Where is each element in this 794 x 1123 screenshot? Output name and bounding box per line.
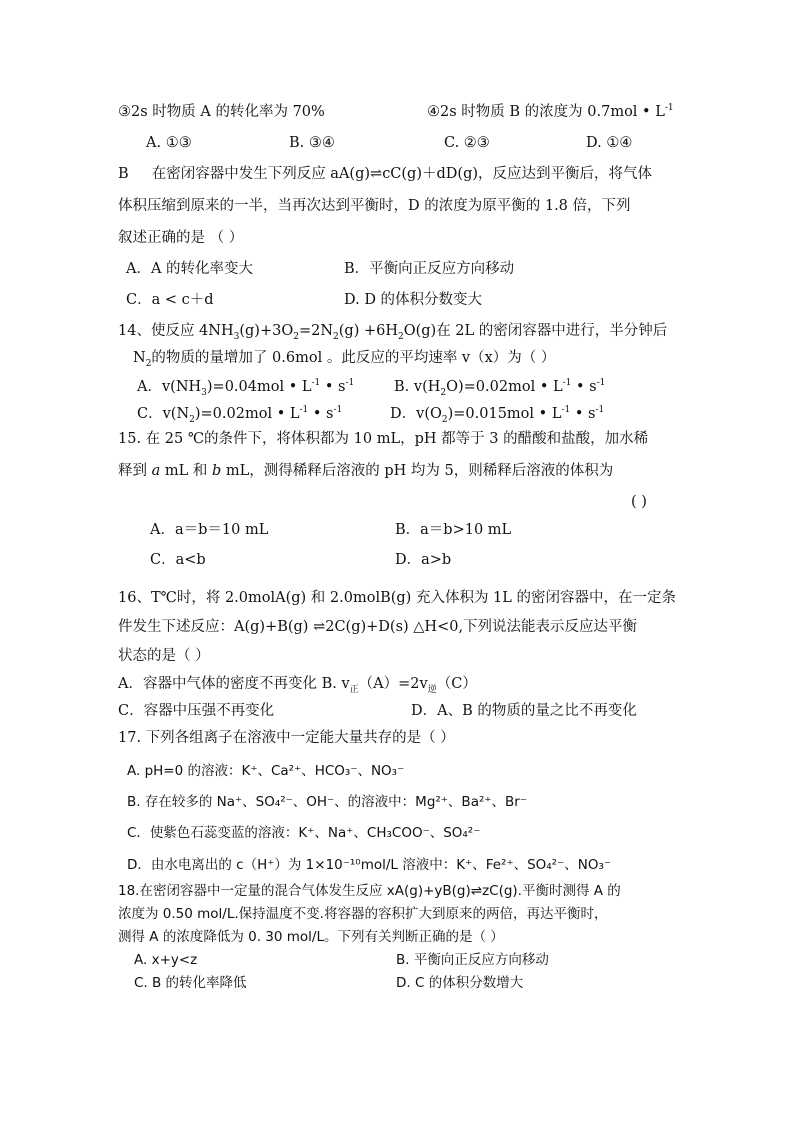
q12-choice-d: D. ①④ bbox=[586, 135, 633, 151]
q16-stem-line3: 状态的是（ ） bbox=[118, 648, 210, 664]
q15-option-d: D．a>b bbox=[395, 552, 452, 568]
q18-stem-line2: 浓度为 0.50 mol/L.保持温度不变.将容器的容积扩大到原来的两倍，再达平衡时， bbox=[118, 906, 608, 922]
q17-option-a: A. pH=0 的溶液：K⁺、Ca²⁺、HCO₃⁻、NO₃⁻ bbox=[127, 763, 405, 779]
q16-option-c: C．容器中压强不再变化 bbox=[118, 703, 275, 719]
q13-option-d: D. D 的体积分数变大 bbox=[344, 292, 483, 308]
q14-option-c: C．$v(N_2)=0.02mol$ • $L^{-1}$ • $s^{-1}$ bbox=[137, 405, 343, 425]
q16-stem-line2: 件发生下述反应：A(g)+B(g) ⇌2C(g)+D(s) △H<0,下列说法能表示反应达平衡 bbox=[118, 619, 638, 635]
q13-option-a: A．A 的转化率变大 bbox=[126, 261, 254, 277]
q15-stem-line2: 释到 a mL 和 b mL，测得稀释后溶液的 pH 均为 5，则稀释后溶液的体积为 bbox=[118, 463, 614, 479]
q13-label: B bbox=[118, 166, 129, 182]
q15-option-b: B．a＝b>10 mL bbox=[395, 522, 512, 538]
q12-option-4: ④2s 时物质 B 的浓度为 0.7mol • $L^{-1}$ bbox=[427, 103, 674, 120]
q14-option-a: A．$v(NH_3)=0.04mol$ • $L^{-1}$ • $s^{-1}$ bbox=[137, 378, 355, 398]
q12-choice-b: B. ③④ bbox=[289, 135, 335, 151]
q16-option-d: D．A、B 的物质的量之比不再变化 bbox=[411, 703, 637, 719]
q13-option-b: B．平衡向正反应方向移动 bbox=[344, 261, 515, 277]
q17-stem: 17. 下列各组离子在溶液中一定能大量共存的是（ ） bbox=[118, 730, 455, 746]
q17-option-d: D．由水电离出的 c（H⁺）为 1×10⁻¹⁰mol/L 溶液中：K⁺、Fe²⁺、SO₄²⁻、NO₃⁻ bbox=[127, 857, 611, 873]
q18-stem-line3: 测得 A 的浓度降低为 0. 30 mol/L。下列有关判断正确的是（ ） bbox=[118, 929, 504, 945]
q15-answer-paren: ( ) bbox=[631, 494, 647, 510]
q12-choice-a: A. ①③ bbox=[146, 135, 192, 151]
q16-stem-line1: 16、T℃时，将 2.0molA(g) 和 2.0molB(g) 充入体积为 1L 的密闭容器中，在一定条 bbox=[118, 590, 677, 606]
q15-option-a: A．a＝b＝10 mL bbox=[150, 522, 269, 538]
q18-option-c: C. B 的转化率降低 bbox=[134, 975, 247, 991]
q14-option-d: D．$v(O_2)=0.015mol$ • $L^{-1}$ • $s^{-1}$ bbox=[390, 405, 605, 425]
q16-option-a-b: A．容器中气体的密度不再变化 B. $v_正(A)=2v_逆(C)$ bbox=[118, 676, 477, 695]
equilibrium-arrow-icon: ⇌ bbox=[370, 166, 383, 182]
q18-option-d: D. C 的体积分数增大 bbox=[396, 975, 524, 991]
q17-option-b: B. 存在较多的 Na⁺、SO₄²⁻、OH⁻、的溶液中：Mg²⁺、Ba²⁺、Br⁻ bbox=[127, 794, 527, 810]
q17-option-c: C．使紫色石蕊变蓝的溶液：K⁺、Na⁺、CH₃COO⁻、SO₄²⁻ bbox=[127, 825, 481, 841]
q14-stem-line1: 14、使反应 $4NH_3(g)+3O_2=2N_2(g) +6H_2O(g)$在 2L 的密闭容器中进行，半分钟后 bbox=[118, 323, 668, 342]
q18-option-a: A. x+y<z bbox=[134, 952, 198, 968]
q13-option-c: C．a < c＋d bbox=[126, 292, 214, 308]
q12-choice-c: C. ②③ bbox=[444, 135, 490, 151]
q13-stem-line2: 体积压缩到原来的一半，当再次达到平衡时，D 的浓度为原平衡的 1.8 倍，下列 bbox=[118, 198, 631, 214]
q15-stem-line1: 15. 在 25 ℃的条件下，将体积都为 10 mL，pH 都等于 3 的醋酸和盐酸，加水稀 bbox=[118, 431, 649, 447]
q18-stem-line1: 18.在密闭容器中一定量的混合气体发生反应 xA(g)+yB(g)⇌zC(g).平衡时测得 A 的 bbox=[118, 883, 621, 899]
q12-option-3: ③2s 时物质 A 的转化率为 70% bbox=[118, 104, 325, 120]
q18-option-b: B. 平衡向正反应方向移动 bbox=[396, 952, 549, 968]
q14-stem-line2: $N_2$的物质的量增加了 0.6mol 。此反应的平均速率 v（x）为（ ） bbox=[133, 350, 556, 369]
q15-option-c: C．a<b bbox=[150, 552, 206, 568]
q13-stem-line3: 叙述正确的是 （ ） bbox=[118, 230, 244, 246]
q13-stem-line1: B 在密闭容器中发生下列反应 aA(g)⇌cC(g)＋dD(g)，反应达到平衡后，将气体 bbox=[118, 166, 653, 182]
q14-option-b: B. $v(H_2O)=0.02mol$ • $L^{-1}$ • $s^{-1}$ bbox=[394, 378, 606, 398]
